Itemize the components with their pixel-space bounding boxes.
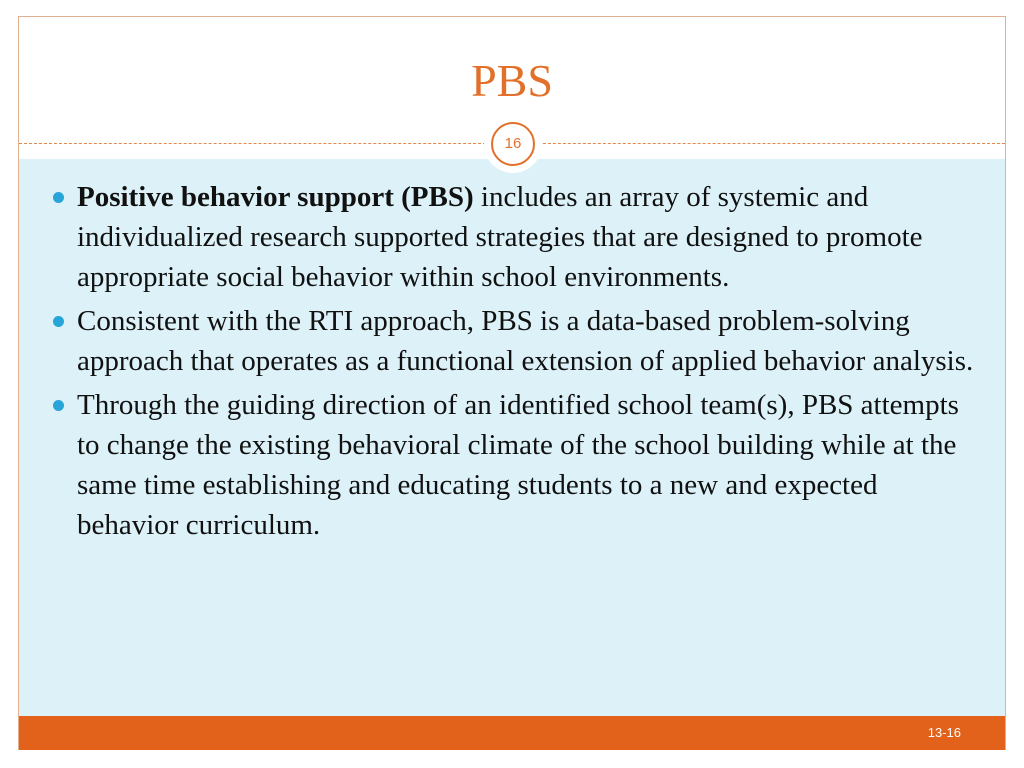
bullet-text: includes an array of systemic and individualized research supported strategies that are designed to promote appropriate social behavior within school environments. (77, 181, 923, 293)
bullet-dot-icon (53, 400, 64, 411)
bullet-item (53, 385, 983, 545)
page-badge (484, 115, 542, 173)
bullet-list (53, 177, 983, 549)
footer-slide-number: 13-16 (927, 725, 961, 740)
slide (18, 16, 1006, 750)
bullet-dot-icon (53, 192, 64, 203)
footer-bar (19, 716, 1005, 750)
bullet-bold-text: Positive behavior support (PBS) (77, 181, 474, 213)
bullet-item (53, 301, 983, 381)
bullet-item (53, 177, 983, 297)
bullet-text: Through the guiding direction of an identified school team(s), PBS attempts to change the existing behavioral climate of the school building while at the same time establishing and educating students to a new and expected behavior curriculum. (77, 389, 959, 541)
slide-title: PBS (471, 55, 553, 106)
bullet-dot-icon (53, 316, 64, 327)
bullet-text: Consistent with the RTI approach, PBS is a data-based problem-solving approach that operates as a functional extension of applied behavior analysis. (77, 305, 974, 377)
page-badge-number: 16 (491, 122, 535, 166)
